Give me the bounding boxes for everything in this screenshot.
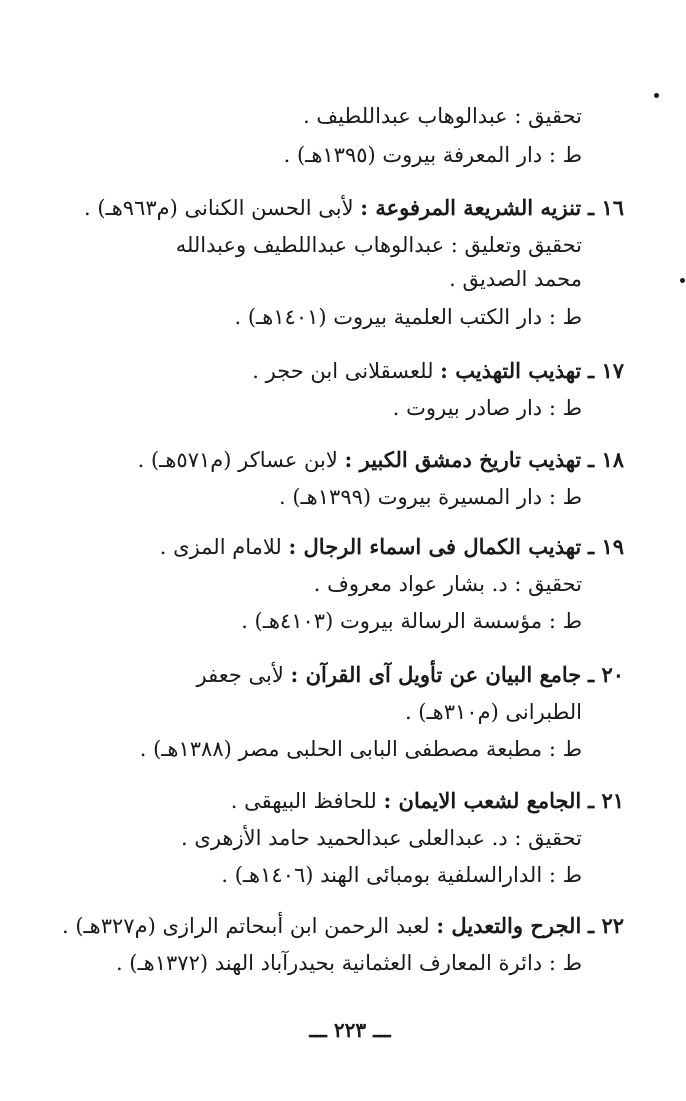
entry-number: ١٩ ـ xyxy=(587,534,624,559)
entry-number: ١٧ ـ xyxy=(587,358,624,383)
entry-line: الطبرانى (م٣١٠هـ) . xyxy=(404,700,582,724)
entry-title: تهذيب تاريخ دمشق الكبير : xyxy=(344,447,582,472)
entry-number: ٢٢ ـ xyxy=(587,913,624,938)
entry-line: تحقيق : د. بشار عواد معروف . xyxy=(313,572,582,596)
margin-dot xyxy=(680,278,685,283)
entry-author: للامام المزى . xyxy=(159,535,289,559)
entry-title: تهذيب التهذيب : xyxy=(440,358,582,383)
entry-line: ط : مطبعة مصطفى البابى الحلبى مصر (١٣٨٨هـ) . xyxy=(139,737,582,761)
entry-line: ط : دار الكتب العلمية بيروت (١٤٠١هـ) . xyxy=(234,305,582,329)
entry-number: ١٦ ـ xyxy=(587,195,624,220)
entry-number: ٢١ ـ xyxy=(587,788,624,813)
entry-author: لأبى الحسن الكنانى (م٩٦٣هـ) . xyxy=(84,196,361,220)
entry-line: ط : دار المعرفة بيروت (١٣٩٥هـ) . xyxy=(283,143,582,167)
entry-line: ط : مؤسسة الرسالة بيروت (٤١٠٣هـ) . xyxy=(241,609,582,633)
entry-line-text: تحقيق وتعليق : عبدالوهاب عبداللطيف وعبدالله xyxy=(175,233,582,257)
entry-line: ط : دار المسيرة بيروت (١٣٩٩هـ) . xyxy=(278,485,582,509)
entry-heading xyxy=(160,532,624,562)
entry-heading xyxy=(231,786,624,816)
entry-author: لابن عساكر (م٥٧١هـ) . xyxy=(137,448,345,472)
entry-heading xyxy=(62,911,624,941)
entry-title: الجامع لشعب الايمان : xyxy=(383,788,582,813)
entry-line: ط : دائرة المعارف العثمانية بحيدرآباد الهند (١٣٧٢هـ) . xyxy=(115,951,582,975)
page-number: ـــ ٢٢٣ ـــ xyxy=(309,1018,391,1042)
entry-heading xyxy=(138,445,624,475)
entry-heading xyxy=(252,356,624,386)
entry-number: ٢٠ ـ xyxy=(587,662,624,687)
entry-line: تحقيق : د. عبدالعلى عبدالحميد حامد الأزهرى . xyxy=(181,826,582,850)
entry-line: محمد الصديق . xyxy=(449,267,582,291)
entry-heading xyxy=(84,193,624,223)
entry-heading xyxy=(197,660,625,690)
entry-line: ط : الدارالسلفية بومبائى الهند (١٤٠٦هـ) . xyxy=(221,863,582,887)
entry-title: الجرح والتعديل : xyxy=(436,913,582,938)
margin-dot xyxy=(654,93,659,98)
entry-author: للعسقلانى ابن حجر . xyxy=(252,359,441,383)
entry-title: جامع البيان عن تأويل آى القرآن : xyxy=(290,662,582,687)
entry-line xyxy=(52,230,582,260)
entry-author: للحافظ البيهقى . xyxy=(230,789,384,813)
entry-title: تنزيه الشريعة المرفوعة : xyxy=(360,195,582,220)
entry-line: تحقيق : عبدالوهاب عبداللطيف . xyxy=(303,104,582,128)
entry-author: لأبى جعفر xyxy=(196,663,291,687)
entry-title: تهذيب الكمال فى اسماء الرجال : xyxy=(288,534,582,559)
entry-number: ١٨ ـ xyxy=(587,447,624,472)
entry-line: ط : دار صادر بيروت . xyxy=(392,396,582,420)
entry-author: لعبد الرحمن ابن أبىحاتم الرازى (م٣٢٧هـ) . xyxy=(61,914,437,938)
